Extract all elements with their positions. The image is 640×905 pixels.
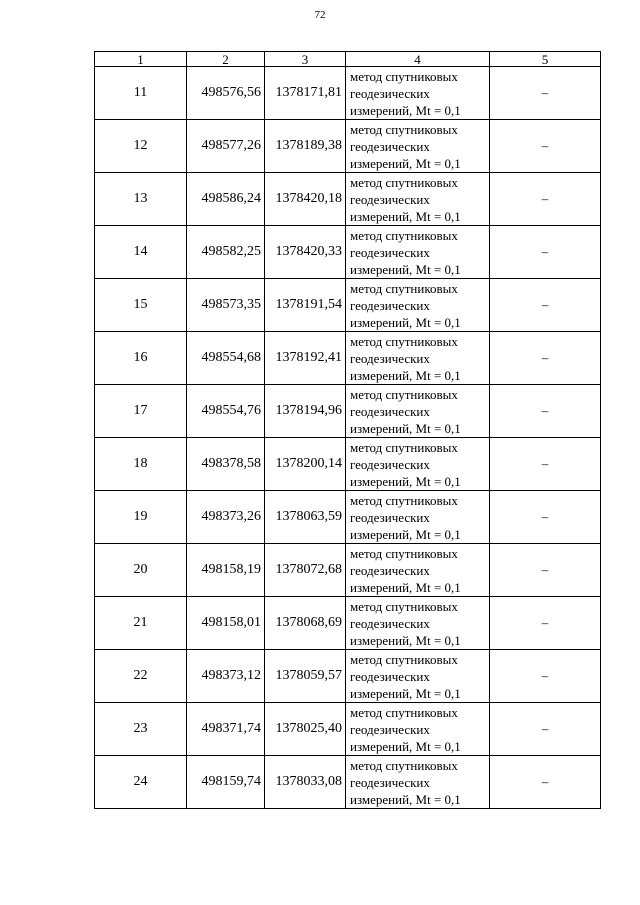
table-row xyxy=(95,597,601,650)
method-cell xyxy=(346,703,490,756)
table-row xyxy=(95,438,601,491)
point-number-cell: 24 xyxy=(95,756,187,809)
method-line: метод спутниковых xyxy=(350,280,458,296)
method-cell xyxy=(346,756,490,809)
method-line: измерений, Mt = 0,1 xyxy=(350,791,461,807)
y-coordinate-cell: 1378191,54 xyxy=(265,279,346,332)
note-cell: – xyxy=(490,67,601,120)
method-line: геодезических xyxy=(350,297,430,313)
method-line: метод спутниковых xyxy=(350,651,458,667)
method-cell xyxy=(346,544,490,597)
method-line: метод спутниковых xyxy=(350,68,458,84)
x-coordinate-cell: 498373,26 xyxy=(187,491,265,544)
table-body xyxy=(95,67,601,809)
y-coordinate-cell: 1378072,68 xyxy=(265,544,346,597)
x-coordinate-cell: 498586,24 xyxy=(187,173,265,226)
note-cell: – xyxy=(490,756,601,809)
coordinates-table xyxy=(94,51,601,809)
table-row xyxy=(95,279,601,332)
point-number-cell: 18 xyxy=(95,438,187,491)
y-coordinate-cell: 1378025,40 xyxy=(265,703,346,756)
method-line: геодезических xyxy=(350,668,430,684)
method-line: измерений, Mt = 0,1 xyxy=(350,738,461,754)
table-row xyxy=(95,120,601,173)
method-line: геодезических xyxy=(350,403,430,419)
method-line: метод спутниковых xyxy=(350,439,458,455)
method-line: метод спутниковых xyxy=(350,704,458,720)
table-row xyxy=(95,226,601,279)
table-row xyxy=(95,544,601,597)
y-coordinate-cell: 1378192,41 xyxy=(265,332,346,385)
method-line: измерений, Mt = 0,1 xyxy=(350,579,461,595)
point-number-cell: 11 xyxy=(95,67,187,120)
method-line: метод спутниковых xyxy=(350,545,458,561)
y-coordinate-cell: 1378420,33 xyxy=(265,226,346,279)
method-line: геодезических xyxy=(350,85,430,101)
table-row xyxy=(95,67,601,120)
method-cell xyxy=(346,385,490,438)
method-line: геодезических xyxy=(350,456,430,472)
note-cell: – xyxy=(490,120,601,173)
method-line: геодезических xyxy=(350,562,430,578)
method-line: измерений, Mt = 0,1 xyxy=(350,155,461,171)
method-line: измерений, Mt = 0,1 xyxy=(350,526,461,542)
note-cell: – xyxy=(490,597,601,650)
method-line: геодезических xyxy=(350,138,430,154)
method-line: метод спутниковых xyxy=(350,121,458,137)
method-line: измерений, Mt = 0,1 xyxy=(350,632,461,648)
y-coordinate-cell: 1378068,69 xyxy=(265,597,346,650)
method-cell xyxy=(346,597,490,650)
method-line: измерений, Mt = 0,1 xyxy=(350,685,461,701)
method-line: геодезических xyxy=(350,191,430,207)
y-coordinate-cell: 1378189,38 xyxy=(265,120,346,173)
table-row xyxy=(95,332,601,385)
y-coordinate-cell: 1378420,18 xyxy=(265,173,346,226)
method-line: метод спутниковых xyxy=(350,227,458,243)
note-cell: – xyxy=(490,385,601,438)
header-col-3: 3 xyxy=(265,52,346,67)
x-coordinate-cell: 498576,56 xyxy=(187,67,265,120)
x-coordinate-cell: 498554,68 xyxy=(187,332,265,385)
point-number-cell: 22 xyxy=(95,650,187,703)
method-cell xyxy=(346,279,490,332)
point-number-cell: 15 xyxy=(95,279,187,332)
method-line: измерений, Mt = 0,1 xyxy=(350,420,461,436)
method-line: измерений, Mt = 0,1 xyxy=(350,473,461,489)
note-cell: – xyxy=(490,279,601,332)
point-number-cell: 13 xyxy=(95,173,187,226)
point-number-cell: 14 xyxy=(95,226,187,279)
y-coordinate-cell: 1378033,08 xyxy=(265,756,346,809)
method-cell xyxy=(346,438,490,491)
method-line: геодезических xyxy=(350,244,430,260)
method-cell xyxy=(346,173,490,226)
header-col-2: 2 xyxy=(187,52,265,67)
method-line: измерений, Mt = 0,1 xyxy=(350,367,461,383)
method-cell xyxy=(346,650,490,703)
header-col-5: 5 xyxy=(490,52,601,67)
note-cell: – xyxy=(490,332,601,385)
x-coordinate-cell: 498158,01 xyxy=(187,597,265,650)
point-number-cell: 23 xyxy=(95,703,187,756)
header-col-1: 1 xyxy=(95,52,187,67)
x-coordinate-cell: 498554,76 xyxy=(187,385,265,438)
point-number-cell: 20 xyxy=(95,544,187,597)
method-line: измерений, Mt = 0,1 xyxy=(350,261,461,277)
method-line: измерений, Mt = 0,1 xyxy=(350,208,461,224)
note-cell: – xyxy=(490,703,601,756)
method-line: геодезических xyxy=(350,509,430,525)
x-coordinate-cell: 498582,25 xyxy=(187,226,265,279)
x-coordinate-cell: 498577,26 xyxy=(187,120,265,173)
table-row xyxy=(95,650,601,703)
method-cell xyxy=(346,226,490,279)
note-cell: – xyxy=(490,544,601,597)
method-line: метод спутниковых xyxy=(350,386,458,402)
note-cell: – xyxy=(490,438,601,491)
table-row xyxy=(95,173,601,226)
method-line: метод спутниковых xyxy=(350,598,458,614)
table-row xyxy=(95,756,601,809)
method-cell xyxy=(346,332,490,385)
method-line: геодезических xyxy=(350,615,430,631)
page-number: 72 xyxy=(314,9,326,21)
y-coordinate-cell: 1378200,14 xyxy=(265,438,346,491)
method-cell xyxy=(346,120,490,173)
x-coordinate-cell: 498371,74 xyxy=(187,703,265,756)
table-row xyxy=(95,385,601,438)
x-coordinate-cell: 498573,35 xyxy=(187,279,265,332)
point-number-cell: 12 xyxy=(95,120,187,173)
method-line: метод спутниковых xyxy=(350,492,458,508)
note-cell: – xyxy=(490,173,601,226)
x-coordinate-cell: 498378,58 xyxy=(187,438,265,491)
x-coordinate-cell: 498158,19 xyxy=(187,544,265,597)
note-cell: – xyxy=(490,650,601,703)
method-line: геодезических xyxy=(350,721,430,737)
method-line: метод спутниковых xyxy=(350,757,458,773)
point-number-cell: 19 xyxy=(95,491,187,544)
table-row xyxy=(95,703,601,756)
x-coordinate-cell: 498373,12 xyxy=(187,650,265,703)
note-cell: – xyxy=(490,491,601,544)
point-number-cell: 16 xyxy=(95,332,187,385)
method-line: измерений, Mt = 0,1 xyxy=(350,314,461,330)
y-coordinate-cell: 1378063,59 xyxy=(265,491,346,544)
table-row xyxy=(95,491,601,544)
y-coordinate-cell: 1378171,81 xyxy=(265,67,346,120)
header-col-4: 4 xyxy=(346,52,490,67)
point-number-cell: 21 xyxy=(95,597,187,650)
method-line: геодезических xyxy=(350,350,430,366)
y-coordinate-cell: 1378194,96 xyxy=(265,385,346,438)
method-line: метод спутниковых xyxy=(350,174,458,190)
method-line: геодезических xyxy=(350,774,430,790)
note-cell: – xyxy=(490,226,601,279)
point-number-cell: 17 xyxy=(95,385,187,438)
header-row xyxy=(95,52,601,67)
method-line: измерений, Mt = 0,1 xyxy=(350,102,461,118)
method-cell xyxy=(346,67,490,120)
y-coordinate-cell: 1378059,57 xyxy=(265,650,346,703)
x-coordinate-cell: 498159,74 xyxy=(187,756,265,809)
method-line: метод спутниковых xyxy=(350,333,458,349)
method-cell xyxy=(346,491,490,544)
